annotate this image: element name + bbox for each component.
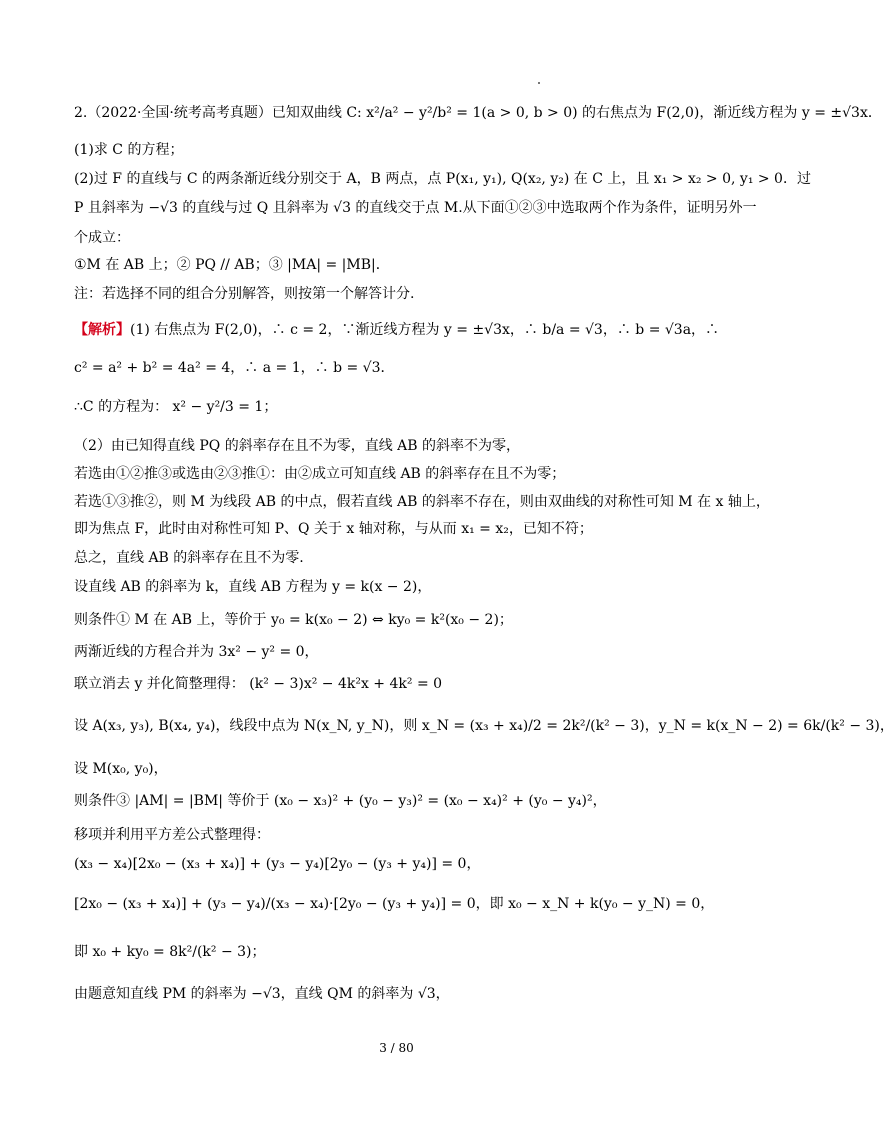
solution-line: 设 M(x₀, y₀)， bbox=[74, 761, 168, 777]
solution-line: 则条件③ |AM| = |BM| 等价于 (x₀ − x₃)² + (y₀ − y₃)² = (x₀ − x₄)² + (y₀ − y₄)²， bbox=[74, 793, 607, 809]
solution-line: 则条件① M 在 AB 上，等价于 y₀ = k(x₀ − 2) ⇔ ky₀ = k²(x₀ − 2)； bbox=[74, 612, 513, 628]
solution-line: 两渐近线的方程合并为 3x² − y² = 0， bbox=[74, 644, 319, 660]
solution-line bbox=[74, 321, 719, 339]
page-number: 3 / 80 bbox=[379, 1041, 414, 1055]
solution-line: 总之，直线 AB 的斜率存在且不为零. bbox=[74, 550, 304, 566]
solution-line: 联立消去 y 并化简整理得： (k² − 3)x² − 4k²x + 4k² = 0 bbox=[74, 676, 443, 692]
question-2-line: 个成立： bbox=[74, 230, 130, 246]
question-1: (1)求 C 的方程； bbox=[74, 142, 184, 158]
problem-statement-line: 2.（2022·全国·统考高考真题）已知双曲线 C: x²/a² − y²/b² = 1(a > 0, b > 0) 的右焦点为 F(2,0)，渐近线方程为 y = ±√3x． bbox=[74, 105, 882, 121]
solution-line: 若选①③推②，则 M 为线段 AB 的中点，假若直线 AB 的斜率不存在，则由双曲线的对称性可知 M 在 x 轴上， bbox=[74, 494, 770, 510]
solution-line: 设直线 AB 的斜率为 k，直线 AB 方程为 y = k(x − 2)， bbox=[74, 579, 432, 595]
solution-line: c² = a² + b² = 4a² = 4，∴ a = 1，∴ b = √3． bbox=[74, 360, 395, 376]
solution-line: （2）由已知得直线 PQ 的斜率存在且不为零，直线 AB 的斜率不为零， bbox=[74, 438, 521, 454]
solution-line: 若选由①②推③或选由②③推①：由②成立可知直线 AB 的斜率存在且不为零； bbox=[74, 466, 566, 482]
solution-line: 由题意知直线 PM 的斜率为 −√3，直线 QM 的斜率为 √3， bbox=[74, 986, 450, 1002]
solution-text: (1) 右焦点为 F(2,0)，∴ c = 2，∵渐近线方程为 y = ±√3x，∴ b/a = √3，∴ b = √3a，∴ bbox=[130, 322, 720, 338]
solution-tag: 【解析】 bbox=[74, 322, 130, 338]
solution-line: 移项并利用平方差公式整理得： bbox=[74, 827, 270, 843]
question-2-line: P 且斜率为 −√3 的直线与过 Q 且斜率为 √3 的直线交于点 M.从下面①②③中选取两个作为条件，证明另外一 bbox=[74, 200, 757, 216]
solution-line: 设 A(x₃, y₃), B(x₄, y₄)，线段中点为 N(x_N, y_N)，则 x_N = (x₃ + x₄)/2 = 2k²/(k² − 3)，y_N = k(x_N − 2) = 6k/(k² − 3)， bbox=[74, 718, 894, 734]
conditions-line: ①M 在 AB 上；② PQ // AB；③ |MA| = |MB|． bbox=[74, 257, 390, 273]
solution-line: 即 x₀ + ky₀ = 8k²/(k² − 3)； bbox=[74, 944, 266, 960]
note-line: 注：若选择不同的组合分别解答，则按第一个解答计分. bbox=[74, 286, 415, 302]
solution-line: [2x₀ − (x₃ + x₄)] + (y₃ − y₄)/(x₃ − x₄)·[2y₀ − (y₃ + y₄)] = 0，即 x₀ − x_N + k(y₀ − y_N) = 0， bbox=[74, 896, 715, 912]
solution-line: (x₃ − x₄)[2x₀ − (x₃ + x₄)] + (y₃ − y₄)[2y₀ − (y₃ + y₄)] = 0， bbox=[74, 856, 481, 872]
solution-line: ∴C 的方程为： x² − y²/3 = 1； bbox=[74, 399, 278, 415]
solution-line: 即为焦点 F，此时由对称性可知 P、Q 关于 x 轴对称，与从而 x₁ = x₂，已知不符； bbox=[74, 521, 593, 537]
scan-dot bbox=[538, 82, 540, 84]
question-2-line: (2)过 F 的直线与 C 的两条渐近线分别交于 A，B 两点，点 P(x₁, y₁), Q(x₂, y₂) 在 C 上，且 x₁ > x₂ > 0, y₁ > 0．过 bbox=[74, 171, 811, 187]
